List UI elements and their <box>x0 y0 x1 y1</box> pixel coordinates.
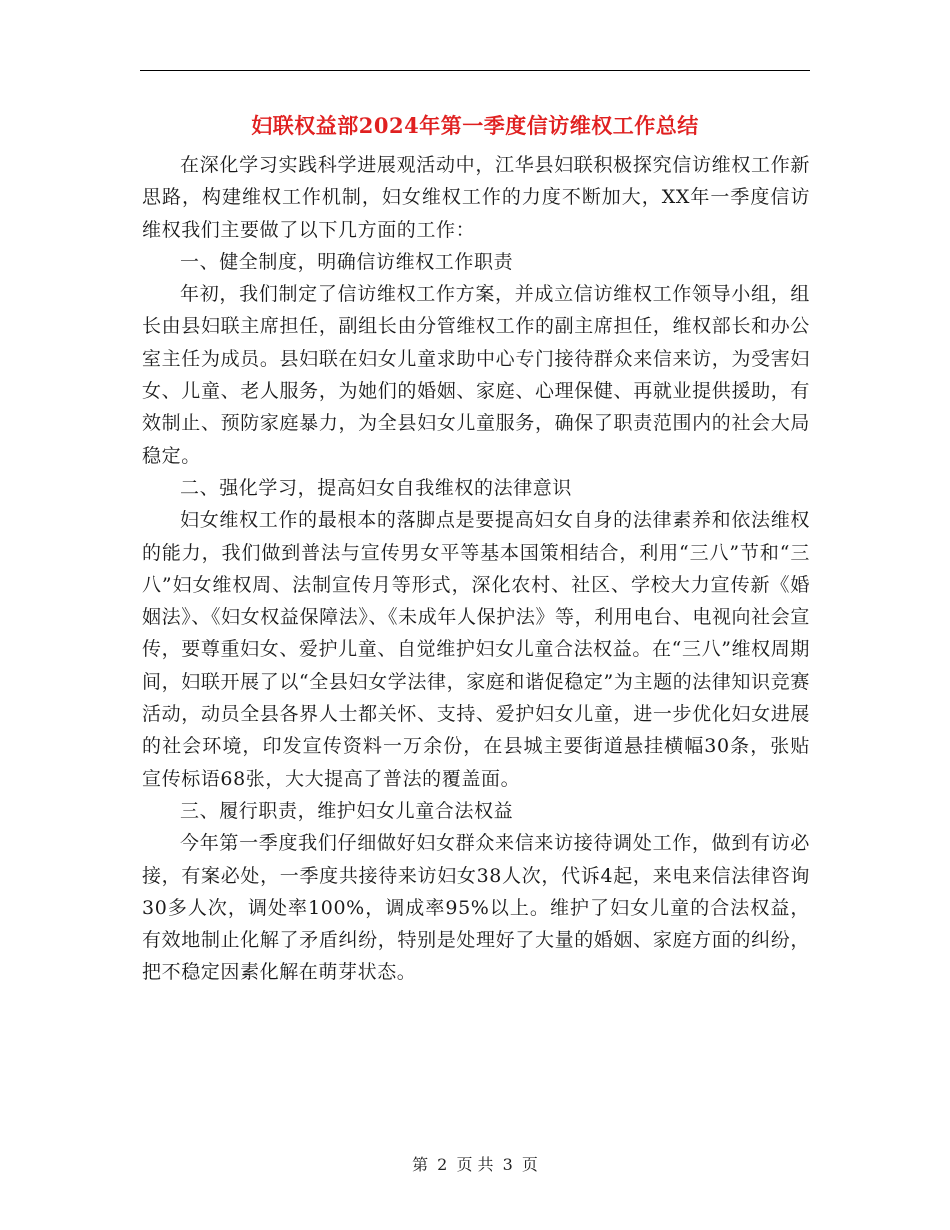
footer-middle: 页 共 <box>456 1155 494 1174</box>
section-paragraph-2: 妇女维权工作的最根本的落脚点是要提高妇女自身的法律素养和依法维权的能力，我们做到普法与宣传男女平等基本国策相结合，利用“三八”节和“三八”妇女维权周、法制宣传月等形式，深化农村、社区、学校大力宣传新《婚姻法》、《妇女权益保障法》、《未成年人保护法》等，利用电台、电视向社会宣传，要尊重妇女、爱护儿童、自觉维护妇女儿童合法权益。在“三八”维权周期间，妇联开展了以“全县妇女学法律，家庭和谐促稳定”为主题的法律知识竞赛活动，动员全县各界人士都关怀、支持、爱护妇女儿童，进一步优化妇女进展的社会环境，印发宣传资料一万余份，在县城主要街道悬挂横幅30条，张贴宣传标语68张，大大提高了普法的覆盖面。 <box>142 509 810 790</box>
document-body <box>142 149 810 989</box>
document-title: 妇联权益部2024年第一季度信访维权工作总结 <box>251 113 699 138</box>
header-rule <box>140 70 810 71</box>
section-heading-1: 一、健全制度，明确信访维权工作职责 <box>180 250 514 273</box>
footer-prefix: 第 <box>412 1155 429 1174</box>
footer-suffix: 页 <box>521 1155 538 1174</box>
intro-paragraph: 在深化学习实践科学进展观活动中，江华县妇联积极探究信访维权工作新思路，构建维权工作机制，妇女维权工作的力度不断加大，XX年一季度信访维权我们主要做了以下几方面的工作： <box>142 154 810 241</box>
total-pages: 3 <box>502 1155 513 1174</box>
page-number: 2 <box>437 1155 448 1174</box>
section-paragraph-1: 年初，我们制定了信访维权工作方案，并成立信访维权工作领导小组，组长由县妇联主席担任，副组长由分管维权工作的副主席担任，维权部长和办公室主任为成员。县妇联在妇女儿童求助中心专门接待群众来信来访，为受害妇女、儿童、老人服务，为她们的婚姻、家庭、心理保健、再就业提供援助，有效制止、预防家庭暴力，为全县妇女儿童服务，确保了职责范围内的社会大局稳定。 <box>142 283 810 467</box>
section-heading-3: 三、履行职责，维护妇女儿童合法权益 <box>180 799 514 822</box>
section-paragraph-3: 今年第一季度我们仔细做好妇女群众来信来访接待调处工作，做到有访必接，有案必处，一季度共接待来访妇女38人次，代诉4起，来电来信法律咨询30多人次，调处率100%，调成率95%以上。维护了妇女儿童的合法权益，有效地制止化解了矛盾纠纷，特别是处理好了大量的婚姻、家庭方面的纠纷，把不稳定因素化解在萌芽状态。 <box>142 832 810 984</box>
page-footer <box>0 1154 950 1176</box>
section-heading-2: 二、强化学习，提高妇女自我维权的法律意识 <box>180 476 573 499</box>
